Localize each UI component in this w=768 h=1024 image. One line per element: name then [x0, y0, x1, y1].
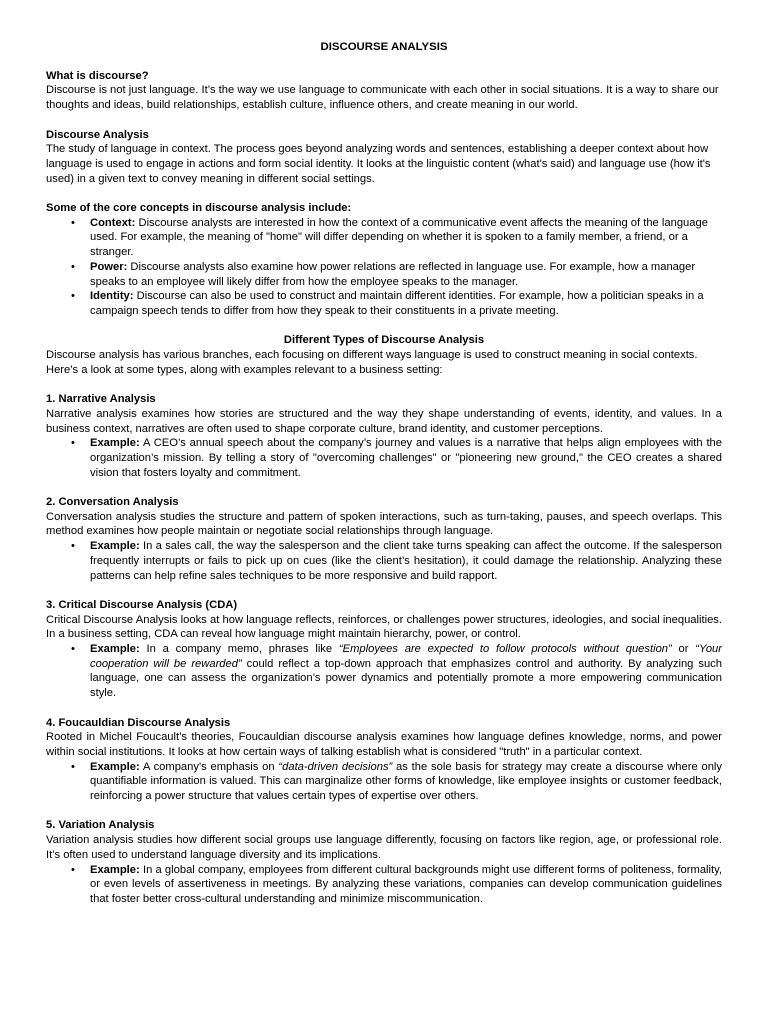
example-text: In a sales call, the way the salesperson and the client take turns speaking can affect the outcome. If the salesperson frequently interrupts or fails to pick up on cues (like the client’s hesitation), it could damage the relationship. Analyzing these patterns can help refine sales techniques to be more responsive and build rapport. — [90, 540, 722, 582]
example-text: A CEO’s annual speech about the company’s journey and values is a narrative that helps align employees with the organization’s mission. By telling a story of "overcoming challenges" or "pioneering new ground," the CEO creates a shared vision that fosters loyalty and commitment. — [90, 437, 722, 479]
concept-term: Context: — [90, 216, 136, 229]
section-heading: Some of the core concepts in discourse analysis include: — [46, 202, 352, 214]
section-heading: 4. Foucauldian Discourse Analysis — [46, 716, 231, 729]
example-label: Example: — [90, 437, 140, 450]
example-label: Example: — [90, 643, 140, 656]
concept-text: Discourse can also be used to construct and maintain different identities. For example, how a politician speaks in a campaign speech tends to differ from how they speak to their constituents in a private meeting. — [90, 290, 704, 317]
example-quote: “Employees are expected to follow protocols without question” — [338, 643, 672, 656]
section-core-concepts — [46, 201, 722, 319]
example-text: In a company memo, phrases like — [139, 643, 339, 656]
bullet-icon: • — [71, 863, 75, 876]
bullet-icon: • — [71, 216, 75, 229]
example-quote: “Your cooperation will be rewarded” — [90, 643, 722, 670]
section-text: The study of language in context. The process goes beyond analyzing words and sentences, establishing a deeper context about how language is used to engage in actions and form social identity. It looks at the linguistic content (what's said) and language use (how it's used) in a given text to convey meaning in different social settings. — [46, 143, 711, 185]
concept-text: Discourse analysts also examine how power relations are reflected in language use. For example, how a manager speaks to an employee will likely differ from how the employee speaks to the manager. — [90, 260, 696, 288]
list-item — [46, 436, 722, 480]
list-item — [46, 216, 722, 260]
section-text: Variation analysis studies how different social groups use language differently, focusing on factors like region, age, or professional role. It’s often used to understand language diversity and its implications. — [46, 834, 722, 861]
example-text: A company's emphasis on — [139, 760, 279, 773]
example-text: or — [671, 643, 696, 656]
list-item — [46, 760, 722, 804]
example-label: Example: — [90, 760, 140, 773]
section-types-intro — [46, 333, 722, 377]
bullet-icon: • — [71, 643, 75, 656]
section-conversation-analysis — [46, 495, 722, 583]
section-heading: 5. Variation Analysis — [46, 819, 155, 832]
example-list — [46, 760, 722, 804]
section-text: Discourse analysis has various branches, each focusing on different ways language is used to construct meaning in social contexts. Here’s a look at some types, along with examples relevant to a business setting: — [46, 349, 698, 376]
bullet-icon: • — [71, 437, 75, 450]
list-item — [46, 539, 722, 583]
example-text: as the sole basis for strategy may create a discourse where only quantifiable information is valued. This can marginalize other forms of knowledge, like employee insights or customer feedback, reinforcing a power structure that values certain types of expertise over others. — [90, 760, 722, 803]
concept-list — [46, 216, 722, 319]
section-heading: Discourse Analysis — [46, 128, 149, 141]
list-item — [46, 289, 722, 318]
concept-term: Power: — [90, 260, 128, 273]
example-text: could reflect a top-down approach that emphasizes control and authority. By analyzing such language, one can assess the organization’s power dynamics and potentially promote a more empowering communication style. — [90, 657, 722, 700]
bullet-icon: • — [71, 540, 75, 553]
list-item — [46, 260, 722, 289]
section-text: Conversation analysis studies the structure and pattern of spoken interactions, such as turn-taking, pauses, and speech overlaps. This method examines how people maintain or negotiate social relationships through language. — [46, 510, 722, 538]
list-item — [46, 642, 722, 701]
section-text: Critical Discourse Analysis looks at how language reflects, reinforces, or challenges power structures, ideologies, and social inequalities. In a business setting, CDA can reveal how language might maintain hierarchy, power, or control. — [46, 613, 722, 641]
document-title: DISCOURSE ANALYSIS — [320, 41, 448, 53]
section-what-is-discourse — [46, 69, 722, 113]
example-list — [46, 863, 722, 907]
example-list — [46, 642, 722, 701]
concept-term: Identity: — [90, 290, 134, 303]
section-heading: What is discourse? — [46, 69, 149, 82]
section-heading: 2. Conversation Analysis — [46, 496, 179, 509]
example-label: Example: — [90, 863, 140, 876]
section-narrative-analysis — [46, 392, 722, 480]
section-text: Discourse is not just language. It’s the way we use language to communicate with each other in social situations. It is a way to share our thoughts and ideas, build relationships, establish culture, influence others, and create meaning in our world. — [46, 84, 719, 112]
section-heading: Different Types of Discourse Analysis — [283, 334, 485, 347]
section-discourse-analysis — [46, 128, 722, 187]
section-heading: 1. Narrative Analysis — [46, 393, 156, 406]
section-critical-discourse-analysis — [46, 598, 722, 701]
example-quote: “data-driven decisions” — [278, 760, 393, 773]
bullet-icon: • — [71, 260, 75, 273]
bullet-icon: • — [71, 290, 75, 303]
section-text: Narrative analysis examines how stories are structured and the way they shape understanding of events, identity, and values. In a business context, narratives are often used to shape corporate culture, brand identity, and customer perceptions. — [46, 407, 722, 435]
example-list — [46, 436, 722, 480]
concept-text: Discourse analysts are interested in how the context of a communicative event affects the meaning of the language used. For example, the meaning of "home" will differ depending on whether it is spoken to a family member, a friend, or a stranger. — [90, 216, 708, 259]
section-variation-analysis — [46, 818, 722, 906]
section-text: Rooted in Michel Foucault’s theories, Foucauldian discourse analysis examines how language defines knowledge, norms, and power within social institutions. It looks at how certain ways of talking establish what is considered "truth" in a particular context. — [46, 731, 722, 758]
section-heading: 3. Critical Discourse Analysis (CDA) — [46, 598, 238, 611]
example-text: In a global company, employees from different cultural backgrounds might use different forms of politeness, formality, or even levels of assertiveness in meetings. By analyzing these variations, companies can develop communication guidelines that foster better cross-cultural understanding and minimize miscommunication. — [90, 863, 722, 905]
list-item — [46, 863, 722, 907]
section-foucauldian-discourse-analysis — [46, 716, 722, 804]
example-label: Example: — [90, 540, 140, 553]
example-list — [46, 539, 722, 583]
bullet-icon: • — [71, 760, 75, 773]
